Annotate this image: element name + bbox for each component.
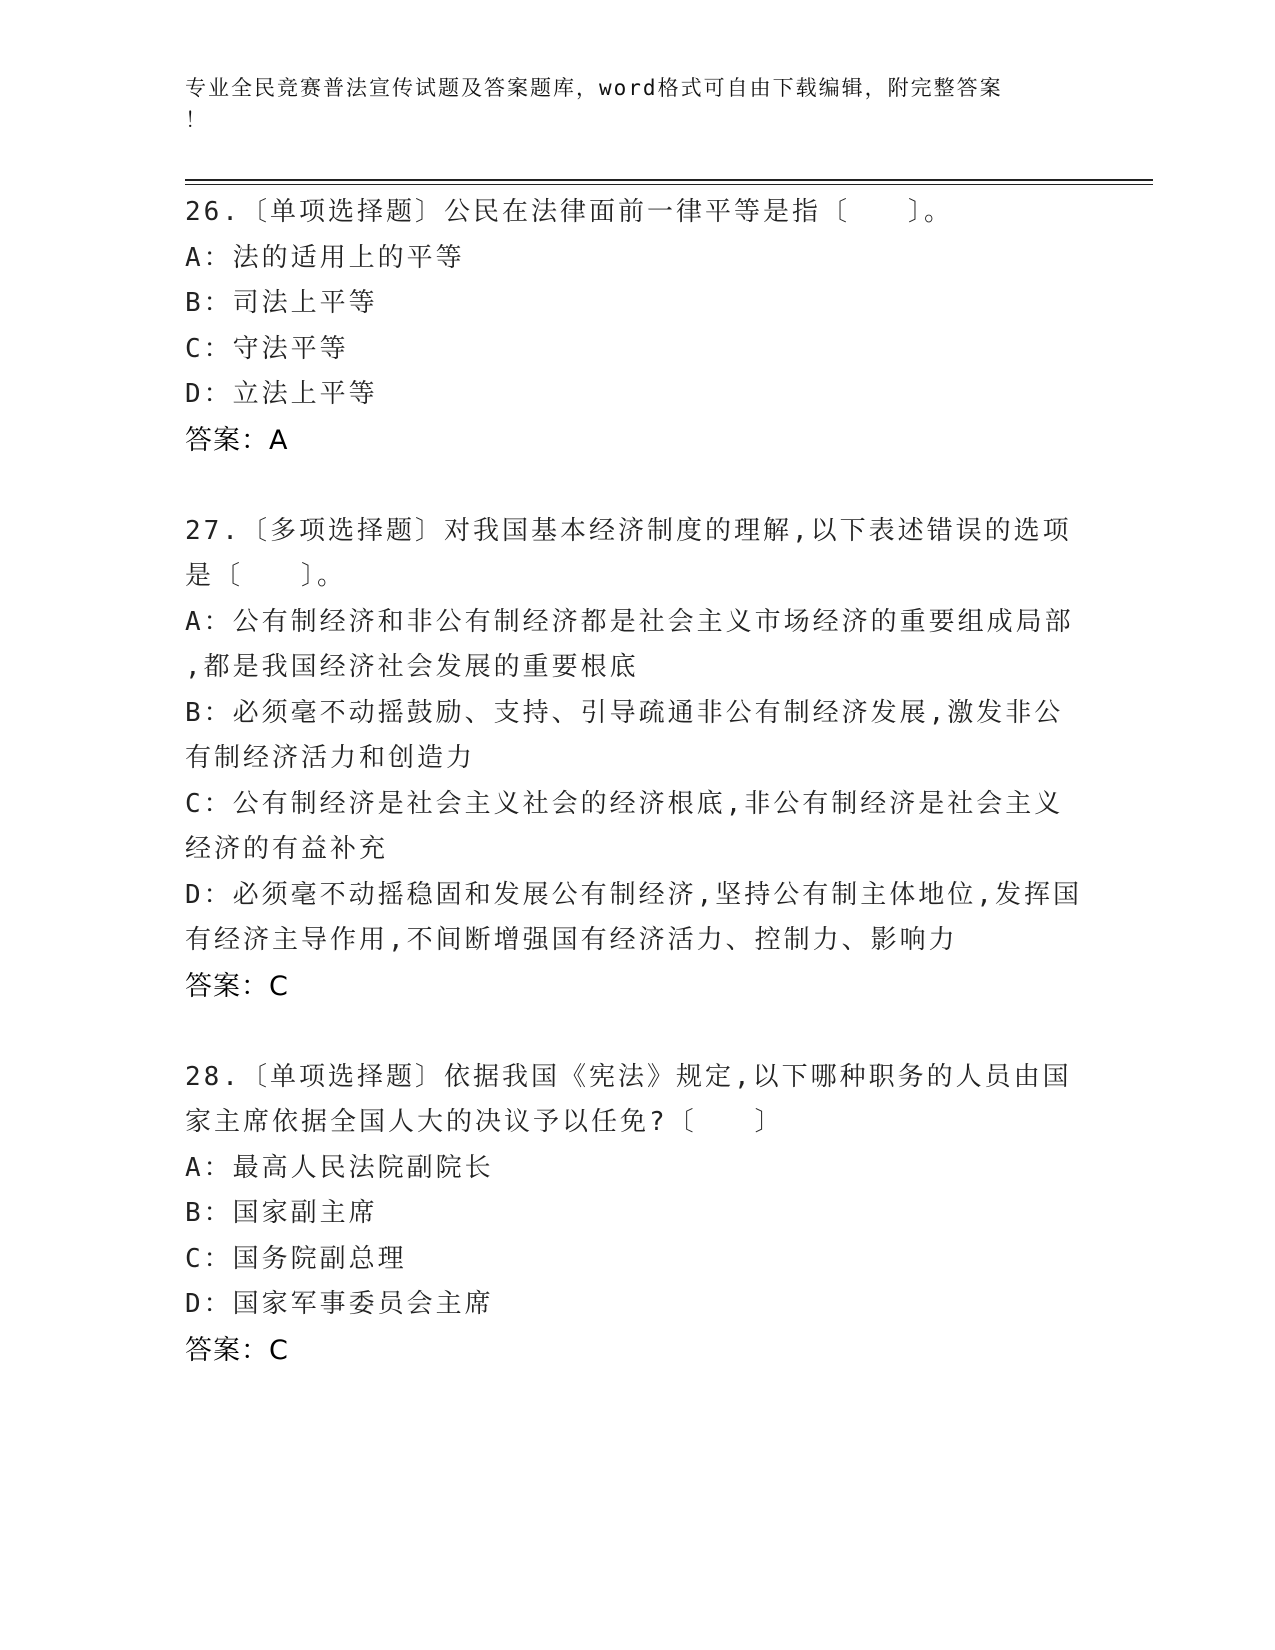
question-list: [185, 190, 1085, 1373]
question-stem-line: 是〔 〕。: [185, 561, 347, 591]
option-line: D：国家军事委员会主席: [185, 1289, 494, 1319]
option-line: 经济的有益补充: [185, 834, 389, 864]
option-line: A：法的适用上的平等: [185, 242, 465, 273]
document-header: [185, 72, 1065, 136]
question-stem-line: 家主席依据全国人大的决议予以任免?〔 〕: [185, 1107, 784, 1137]
question-spacer: [185, 1009, 1085, 1055]
question-block: [185, 1055, 1085, 1374]
option-line: 有制经济活力和创造力: [185, 743, 476, 773]
question-stem-line: 28.〔单项选择题〕依据我国《宪法》规定,以下哪种职务的人员由国: [185, 1061, 1072, 1092]
header-line-1: 专业全民竞赛普法宣传试题及答案题库，word格式可自由下载编辑，附完整答案: [185, 76, 1003, 100]
question-stem-line: 26.〔单项选择题〕公民在法律面前一律平等是指〔 〕。: [185, 197, 953, 227]
header-line-2: ！: [185, 108, 208, 132]
option-line: 有经济主导作用,不间断增强国有经济活力、控制力、影响力: [185, 925, 958, 955]
option-line: C：守法平等: [185, 333, 349, 364]
option-line: ,都是我国经济社会发展的重要根底: [185, 652, 639, 682]
question-block: [185, 509, 1085, 1010]
question-stem-line: 27.〔多项选择题〕对我国基本经济制度的理解,以下表述错误的选项: [185, 515, 1072, 546]
header-divider-top: [185, 179, 1153, 181]
answer-line: 答案：C: [185, 970, 289, 1002]
option-line: D：必须毫不动摇稳固和发展公有制经济,坚持公有制主体地位,发挥国: [185, 879, 1082, 910]
option-line: C：公有制经济是社会主义社会的经济根底,非公有制经济是社会主义: [185, 788, 1064, 819]
question-block: [185, 190, 1085, 463]
option-line: A：公有制经济和非公有制经济都是社会主义市场经济的重要组成局部: [185, 606, 1074, 637]
answer-line: 答案：C: [185, 1334, 289, 1366]
option-line: A：最高人民法院副院长: [185, 1152, 494, 1183]
option-line: B：国家副主席: [185, 1198, 378, 1228]
option-line: B：必须毫不动摇鼓励、支持、引导疏通非公有制经济发展,激发非公: [185, 697, 1064, 728]
option-line: B：司法上平等: [185, 288, 378, 318]
question-spacer: [185, 463, 1085, 509]
option-line: C：国务院副总理: [185, 1243, 407, 1274]
answer-line: 答案：A: [185, 424, 289, 456]
header-divider-bottom: [185, 184, 1153, 185]
option-line: D：立法上平等: [185, 379, 378, 409]
